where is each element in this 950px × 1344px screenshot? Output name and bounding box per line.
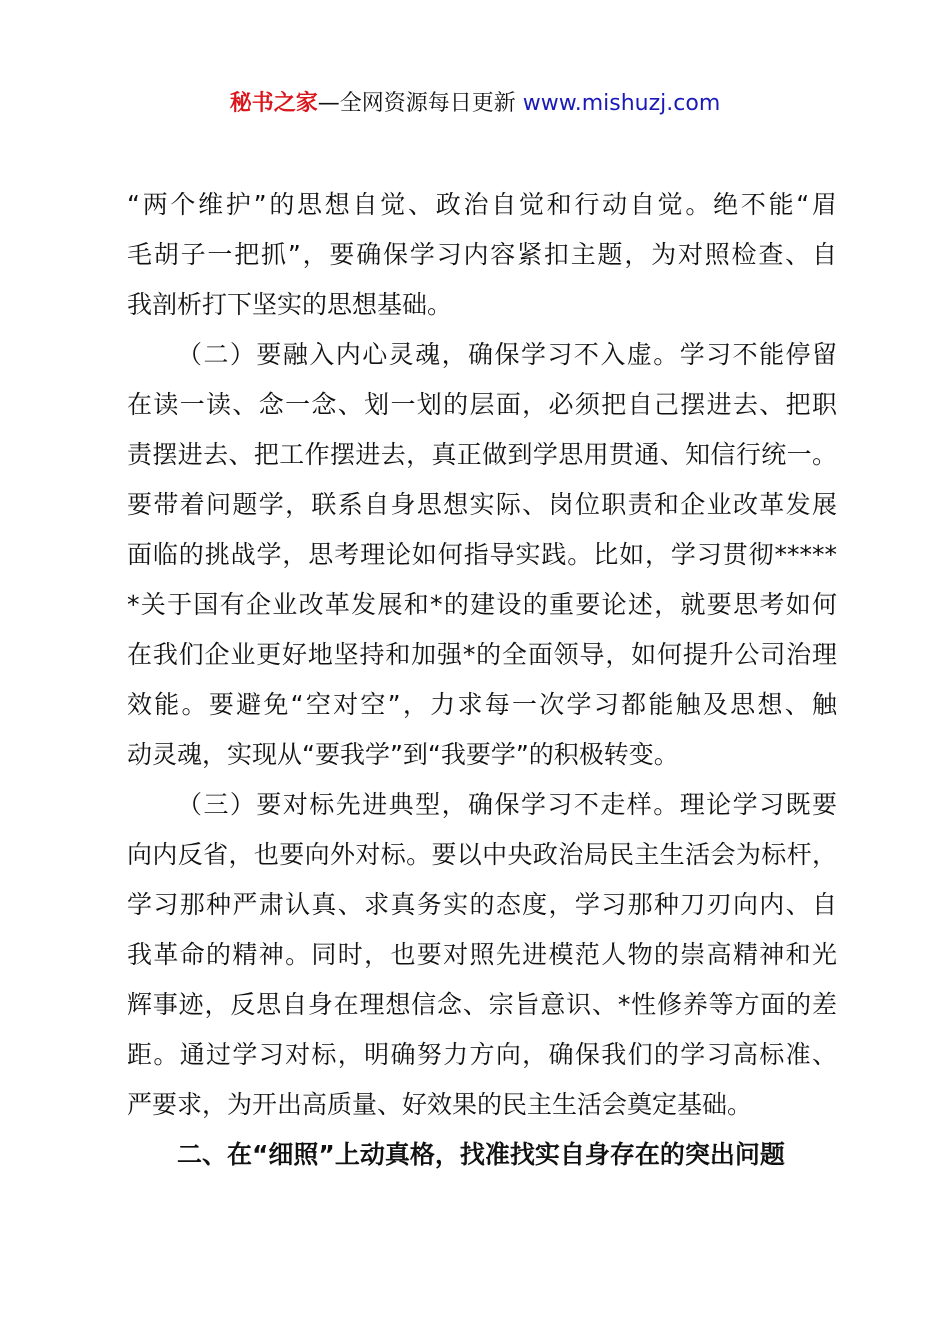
text-line: 学习那种严肃认真、求真务实的态度，学习那种刀刃向内、自 — [127, 890, 837, 919]
site-url-link[interactable]: www.mishuzj.com — [522, 91, 721, 116]
text-line: 在读一读、念一念、划一划的层面，必须把自己摆进去、把职 — [127, 390, 837, 419]
document-body — [127, 180, 837, 1180]
text-line: 责摆进去、把工作摆进去，真正做到学思用贯通、知信行统一。 — [127, 440, 837, 469]
chapter-heading: 二、在“细照”上动真格，找准找实自身存在的突出问题 — [177, 1140, 785, 1169]
text-line: 我革命的精神。同时，也要对照先进模范人物的崇高精神和光 — [127, 940, 837, 969]
text-line: 距。通过学习对标，明确努力方向，确保我们的学习高标准、 — [127, 1040, 837, 1069]
text-line: 要带着问题学，联系自身思想实际、岗位职责和企业改革发展 — [127, 490, 837, 519]
section-title-3: （三）要对标先进典型，确保学习不走样。理论学习既要 — [177, 790, 837, 819]
text-line: 效能。要避免“空对空”，力求每一次学习都能触及思想、触 — [127, 690, 837, 719]
text-line: 毛胡子一把抓”，要确保学习内容紧扣主题，为对照检查、自 — [127, 240, 837, 269]
brand-name: 秘书之家 — [229, 91, 318, 116]
text-line: 向内反省，也要向外对标。要以中央政治局民主生活会为标杆， — [127, 840, 837, 869]
text-line: 我剖析打下坚实的思想基础。 — [127, 290, 453, 319]
text-line: “两个维护”的思想自觉、政治自觉和行动自觉。绝不能“眉 — [127, 190, 837, 219]
text-line: 辉事迹，反思自身在理想信念、宗旨意识、*性修养等方面的差 — [127, 990, 837, 1019]
text-line: 面临的挑战学，思考理论如何指导实践。比如，学习贯彻***** — [127, 540, 837, 569]
text-line: 严要求，为开出高质量、好效果的民主生活会奠定基础。 — [127, 1090, 753, 1119]
text-line: 在我们企业更好地坚持和加强*的全面领导，如何提升公司治理 — [127, 640, 837, 669]
section-title-2: （二）要融入内心灵魂，确保学习不入虚。学习不能停留 — [177, 340, 837, 369]
text-line: 动灵魂，实现从“要我学”到“我要学”的积极转变。 — [127, 740, 679, 769]
site-header — [0, 88, 950, 120]
header-slogan: —全网资源每日更新 — [317, 91, 516, 116]
text-line: *关于国有企业改革发展和*的建设的重要论述，就要思考如何 — [127, 590, 837, 619]
